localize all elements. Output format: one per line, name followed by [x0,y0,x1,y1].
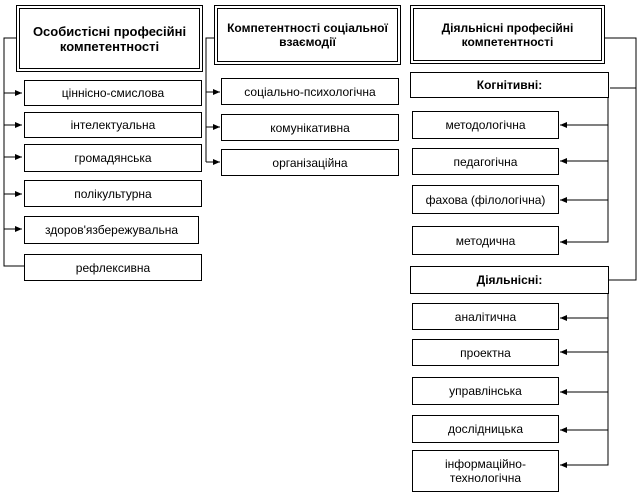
competence-managerial: управлінська [412,377,559,405]
competence-reflexive: рефлексивна [24,254,202,281]
competence-value-semantic: ціннісно-смислова [24,80,202,106]
competence-info-tech: інформаційно-технологічна [412,450,559,492]
personal-competences-title: Особистісні професійні компетентності [32,23,187,54]
competence-civic: громадянська [24,144,202,172]
competence-methodical: методична [412,226,559,255]
competence-intellectual: інтелектуальна [24,112,202,138]
cognitive-group-header: Когнітивні: [410,72,609,98]
activity-competences-header [410,5,605,64]
competence-multicultural: полікультурна [24,180,202,207]
competence-philological: фахова (філологічна) [412,185,559,214]
competence-pedagogical: педагогічна [412,148,559,175]
competence-analytical: аналітична [412,303,559,330]
competence-health-saving: здоров'язбережувальна [24,216,199,244]
competence-communicative: комунікативна [221,114,399,141]
competence-research: дослідницька [412,415,559,443]
social-interaction-header [214,5,401,65]
activity-group-header: Діяльнісні: [410,266,609,294]
competence-organizational: організаційна [221,149,399,176]
competence-methodological: методологічна [412,111,559,139]
competence-project: проектна [412,339,559,366]
personal-competences-header [16,5,203,72]
social-interaction-title: Компетентності соціальної взаємодії [227,21,388,49]
activity-competences-title: Діяльнісні професійні компетентності [441,20,574,49]
competence-socio-psychological: соціально-психологічна [221,78,399,105]
